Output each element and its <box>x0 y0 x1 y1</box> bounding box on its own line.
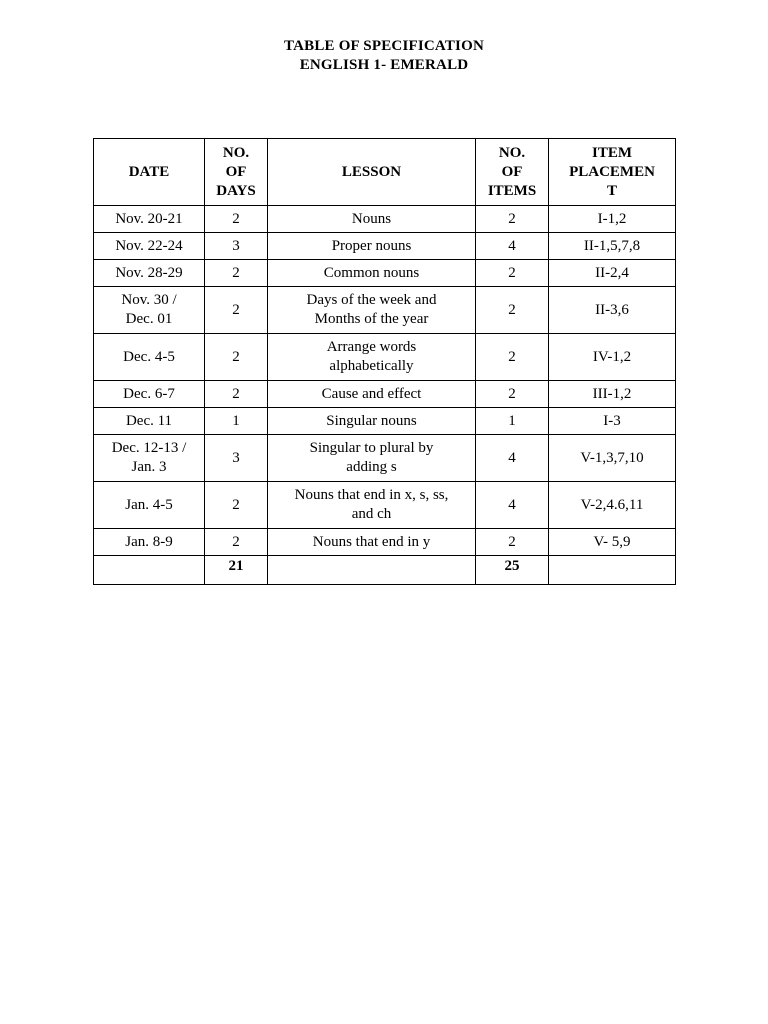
table-row <box>94 260 676 287</box>
cell-line: Nov. 20-21 <box>115 210 183 227</box>
cell-line: Dec. 12-13 / <box>111 440 187 456</box>
cell-item-placement: I-1,2 <box>549 206 676 233</box>
table-row <box>94 381 676 408</box>
total-lesson <box>268 556 476 585</box>
cell-line: Dec. 11 <box>125 412 173 429</box>
cell-line: Arrange words <box>326 339 417 355</box>
cell-no-of-days: 2 <box>205 381 268 408</box>
cell-line: Jan. 3 <box>131 459 167 475</box>
total-days: 21 <box>205 556 268 585</box>
cell-line: Nouns <box>351 210 392 227</box>
cell-line: Nov. 22-24 <box>115 237 183 254</box>
cell-no-of-days: 3 <box>205 435 268 482</box>
table-row <box>94 206 676 233</box>
cell-line: Nouns that end in y <box>312 533 431 550</box>
header-no-of-days: NO. OF DAYS <box>205 139 268 206</box>
header-item-placement: ITEM PLACEMEN T <box>549 139 676 206</box>
cell-item-placement: III-1,2 <box>549 381 676 408</box>
table-header-row <box>94 139 676 206</box>
cell-item-placement: I-3 <box>549 408 676 435</box>
cell-no-of-items: 2 <box>476 334 549 381</box>
cell-item-placement: V- 5,9 <box>549 529 676 556</box>
cell-line: Proper nouns <box>331 237 412 254</box>
cell-lesson <box>268 435 476 482</box>
cell-line: Singular nouns <box>326 412 417 429</box>
cell-item-placement: V-2,4.6,11 <box>549 482 676 529</box>
cell-lesson <box>268 287 476 334</box>
cell-no-of-days: 2 <box>205 287 268 334</box>
cell-line: Nouns that end in x, s, ss, <box>294 487 449 503</box>
header-lesson: LESSON <box>268 139 476 206</box>
cell-date <box>94 435 205 482</box>
cell-item-placement: V-1,3,7,10 <box>549 435 676 482</box>
cell-lesson <box>268 408 476 435</box>
cell-date <box>94 529 205 556</box>
cell-lesson <box>268 260 476 287</box>
cell-no-of-items: 4 <box>476 233 549 260</box>
cell-lesson <box>268 381 476 408</box>
table-row <box>94 482 676 529</box>
cell-line: Singular to plural by <box>309 440 434 456</box>
cell-line: Days of the week and <box>306 292 437 308</box>
cell-date <box>94 260 205 287</box>
cell-no-of-items: 4 <box>476 435 549 482</box>
cell-line: adding s <box>346 459 397 475</box>
cell-no-of-items: 4 <box>476 482 549 529</box>
cell-date <box>94 408 205 435</box>
cell-lesson <box>268 206 476 233</box>
cell-lesson <box>268 529 476 556</box>
cell-no-of-days: 2 <box>205 334 268 381</box>
document-subtitle: ENGLISH 1- EMERALD <box>299 57 469 73</box>
specification-table <box>93 138 676 585</box>
cell-line: Cause and effect <box>321 385 422 402</box>
cell-line: Dec. 01 <box>125 311 173 327</box>
header-date: DATE <box>94 139 205 206</box>
cell-date <box>94 233 205 260</box>
cell-line: Dec. 4-5 <box>123 348 175 365</box>
cell-no-of-days: 2 <box>205 260 268 287</box>
cell-item-placement: IV-1,2 <box>549 334 676 381</box>
cell-no-of-items: 2 <box>476 287 549 334</box>
cell-date <box>94 334 205 381</box>
cell-line: alphabetically <box>329 358 414 374</box>
cell-date <box>94 287 205 334</box>
total-date <box>94 556 205 585</box>
cell-lesson <box>268 334 476 381</box>
total-items: 25 <box>476 556 549 585</box>
table-row <box>94 435 676 482</box>
cell-no-of-items: 2 <box>476 529 549 556</box>
table-row <box>94 287 676 334</box>
cell-date <box>94 381 205 408</box>
cell-item-placement: II-1,5,7,8 <box>549 233 676 260</box>
cell-line: Dec. 6-7 <box>123 385 175 402</box>
cell-no-of-days: 2 <box>205 206 268 233</box>
cell-no-of-days: 1 <box>205 408 268 435</box>
table-row <box>94 408 676 435</box>
table-row <box>94 334 676 381</box>
cell-lesson <box>268 482 476 529</box>
cell-line: Nov. 30 / <box>121 292 177 308</box>
cell-date <box>94 206 205 233</box>
cell-line: Common nouns <box>323 264 420 281</box>
cell-line: Nov. 28-29 <box>115 264 183 281</box>
cell-no-of-items: 1 <box>476 408 549 435</box>
totals-row <box>94 556 676 585</box>
cell-item-placement: II-2,4 <box>549 260 676 287</box>
cell-lesson <box>268 233 476 260</box>
cell-line: Months of the year <box>314 311 429 327</box>
cell-no-of-days: 2 <box>205 482 268 529</box>
cell-no-of-days: 2 <box>205 529 268 556</box>
cell-no-of-items: 2 <box>476 381 549 408</box>
cell-date <box>94 482 205 529</box>
total-placement <box>549 556 676 585</box>
cell-line: Jan. 8-9 <box>125 533 173 550</box>
header-no-of-items: NO. OF ITEMS <box>476 139 549 206</box>
cell-line: and ch <box>351 506 392 522</box>
cell-item-placement: II-3,6 <box>549 287 676 334</box>
table-body <box>94 206 676 585</box>
cell-no-of-days: 3 <box>205 233 268 260</box>
cell-no-of-items: 2 <box>476 206 549 233</box>
table-row <box>94 233 676 260</box>
cell-line: Jan. 4-5 <box>125 496 173 513</box>
cell-no-of-items: 2 <box>476 260 549 287</box>
table-row <box>94 529 676 556</box>
document-title: TABLE OF SPECIFICATION <box>284 38 484 54</box>
